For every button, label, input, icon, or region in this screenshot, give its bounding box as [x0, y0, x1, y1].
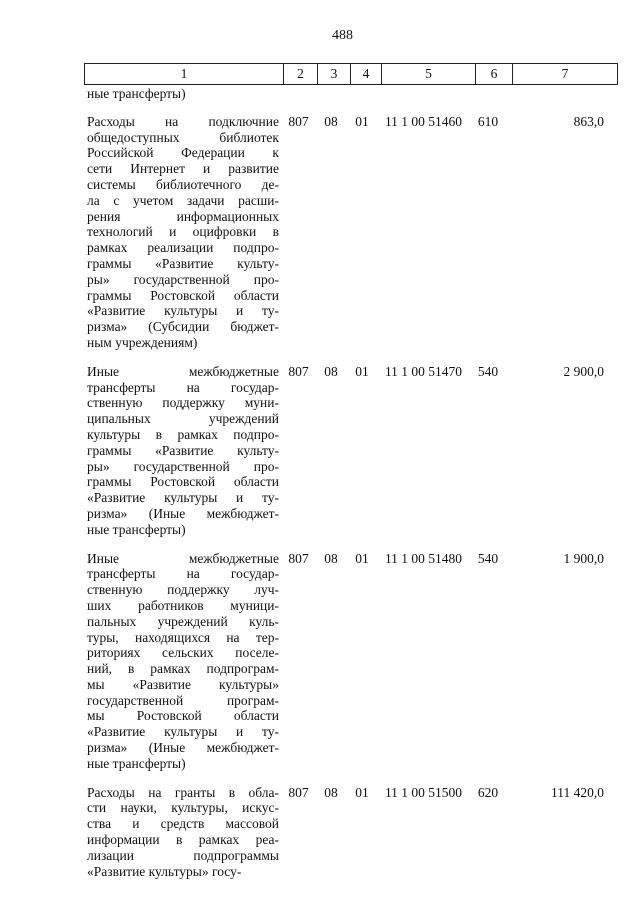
description-line: трансферты на государ-: [87, 379, 279, 395]
section-code: 08: [324, 363, 338, 379]
amount-value: 111 420,0: [551, 784, 604, 800]
subsection-code: 01: [355, 363, 369, 379]
description-line: мы Ростовской области: [87, 708, 279, 724]
row-container: [84, 114, 610, 880]
description-line: сти науки, культуры, искус-: [87, 800, 279, 816]
subsection-code: 01: [355, 784, 369, 800]
description-line: государственной програм-: [87, 692, 279, 708]
description-line: ших работников муници-: [87, 597, 279, 613]
description-line: Расходы на гранты в обла-: [87, 784, 279, 800]
table-row: [84, 785, 610, 880]
description-line: общедоступных библиотек: [87, 129, 279, 145]
ministry-code: 807: [288, 784, 309, 800]
description-line: трансферты на государ-: [87, 566, 279, 582]
description-line: Иные межбюджетные: [87, 363, 279, 379]
table-row: [84, 551, 610, 772]
section-code: 08: [324, 550, 338, 566]
description-line: ные трансферты): [87, 521, 186, 537]
amount-value: 863,0: [573, 113, 604, 129]
column-header-2: 2: [284, 64, 318, 85]
description-line: технологий и оцифровки в: [87, 224, 279, 240]
description-line: «Развитие культуры и ту-: [87, 303, 279, 319]
description-line: сети Интернет и развитие: [87, 161, 279, 177]
target-article-code: 11 1 00 51480: [384, 550, 463, 566]
description-line: Российской Федерации к: [87, 145, 279, 161]
description-line: лизации подпрограммы: [87, 847, 279, 863]
description-line: граммы «Развитие культу-: [87, 442, 279, 458]
description-line: ры» государственной про-: [87, 271, 279, 287]
description-line: ственную поддержку муни-: [87, 395, 279, 411]
description-line: ризма» (Иные межбюджет-: [87, 740, 279, 756]
subsection-code: 01: [355, 550, 369, 566]
expense-type-code: 540: [477, 550, 499, 566]
description-line: ла с учетом задачи расши-: [87, 192, 279, 208]
description-line: информации в рамках реа-: [87, 832, 279, 848]
column-header-4: 4: [351, 64, 382, 85]
continuation-text: ные трансферты): [87, 86, 186, 101]
description-line: Расходы на подключние: [87, 113, 279, 129]
description-line: граммы Ростовской области: [87, 287, 279, 303]
description-line: рения информационных: [87, 208, 279, 224]
row-description: [84, 114, 282, 351]
description-line: «Развитие культуры» госу-: [87, 863, 242, 879]
column-header-6: 6: [476, 64, 513, 85]
description-line: ризма» (Субсидии бюджет-: [87, 319, 279, 335]
description-line: риториях сельских поселе-: [87, 645, 279, 661]
description-line: культуры в рамках подпро-: [87, 426, 279, 442]
amount-value: 2 900,0: [563, 363, 604, 379]
expense-type-code: 540: [477, 363, 499, 379]
target-article-code: 11 1 00 51460: [384, 113, 463, 129]
description-line: рамках реализации подпро-: [87, 240, 279, 256]
description-line: ным учреждениям): [87, 334, 198, 350]
ministry-code: 807: [288, 363, 309, 379]
table-row: [84, 114, 610, 351]
column-header-7: 7: [513, 64, 618, 85]
description-line: системы библиотечного де-: [87, 176, 279, 192]
table-row: [84, 364, 610, 538]
table-body: [84, 86, 610, 879]
subsection-code: 01: [355, 113, 369, 129]
description-line: ные трансферты): [87, 755, 186, 771]
description-line: ственную поддержку луч-: [87, 582, 279, 598]
description-line: «Развитие культуры и ту-: [87, 490, 279, 506]
continuation-row: [84, 86, 610, 102]
row-description: [84, 364, 282, 538]
description-line: ципальных учреждений: [87, 411, 279, 427]
description-line: Иные межбюджетные: [87, 550, 279, 566]
column-header-3: 3: [318, 64, 351, 85]
description-line: граммы Ростовской области: [87, 474, 279, 490]
row-description: [84, 551, 282, 772]
ministry-code: 807: [288, 550, 309, 566]
description-line: ства и средств массовой: [87, 816, 279, 832]
expense-type-code: 610: [477, 113, 499, 129]
description-line: ры» государственной про-: [87, 458, 279, 474]
amount-value: 1 900,0: [563, 550, 604, 566]
ministry-code: 807: [288, 113, 309, 129]
description-line: пальных учреждений куль-: [87, 613, 279, 629]
target-article-code: 11 1 00 51500: [384, 784, 463, 800]
description-line: ний, в рамках подпрограм-: [87, 661, 279, 677]
description-line: туры, находящихся на тер-: [87, 629, 279, 645]
description-line: «Развитие культуры и ту-: [87, 724, 279, 740]
column-header-1: 1: [85, 64, 284, 85]
section-code: 08: [324, 113, 338, 129]
description-line: мы «Развитие культуры»: [87, 676, 279, 692]
page-number: 488: [332, 28, 353, 43]
expense-type-code: 620: [477, 784, 499, 800]
column-header-5: 5: [382, 64, 476, 85]
table-header: [84, 63, 618, 85]
section-code: 08: [324, 784, 338, 800]
target-article-code: 11 1 00 51470: [384, 363, 463, 379]
description-line: граммы «Развитие культу-: [87, 255, 279, 271]
description-line: ризма» (Иные межбюджет-: [87, 505, 279, 521]
row-description: [84, 785, 282, 880]
